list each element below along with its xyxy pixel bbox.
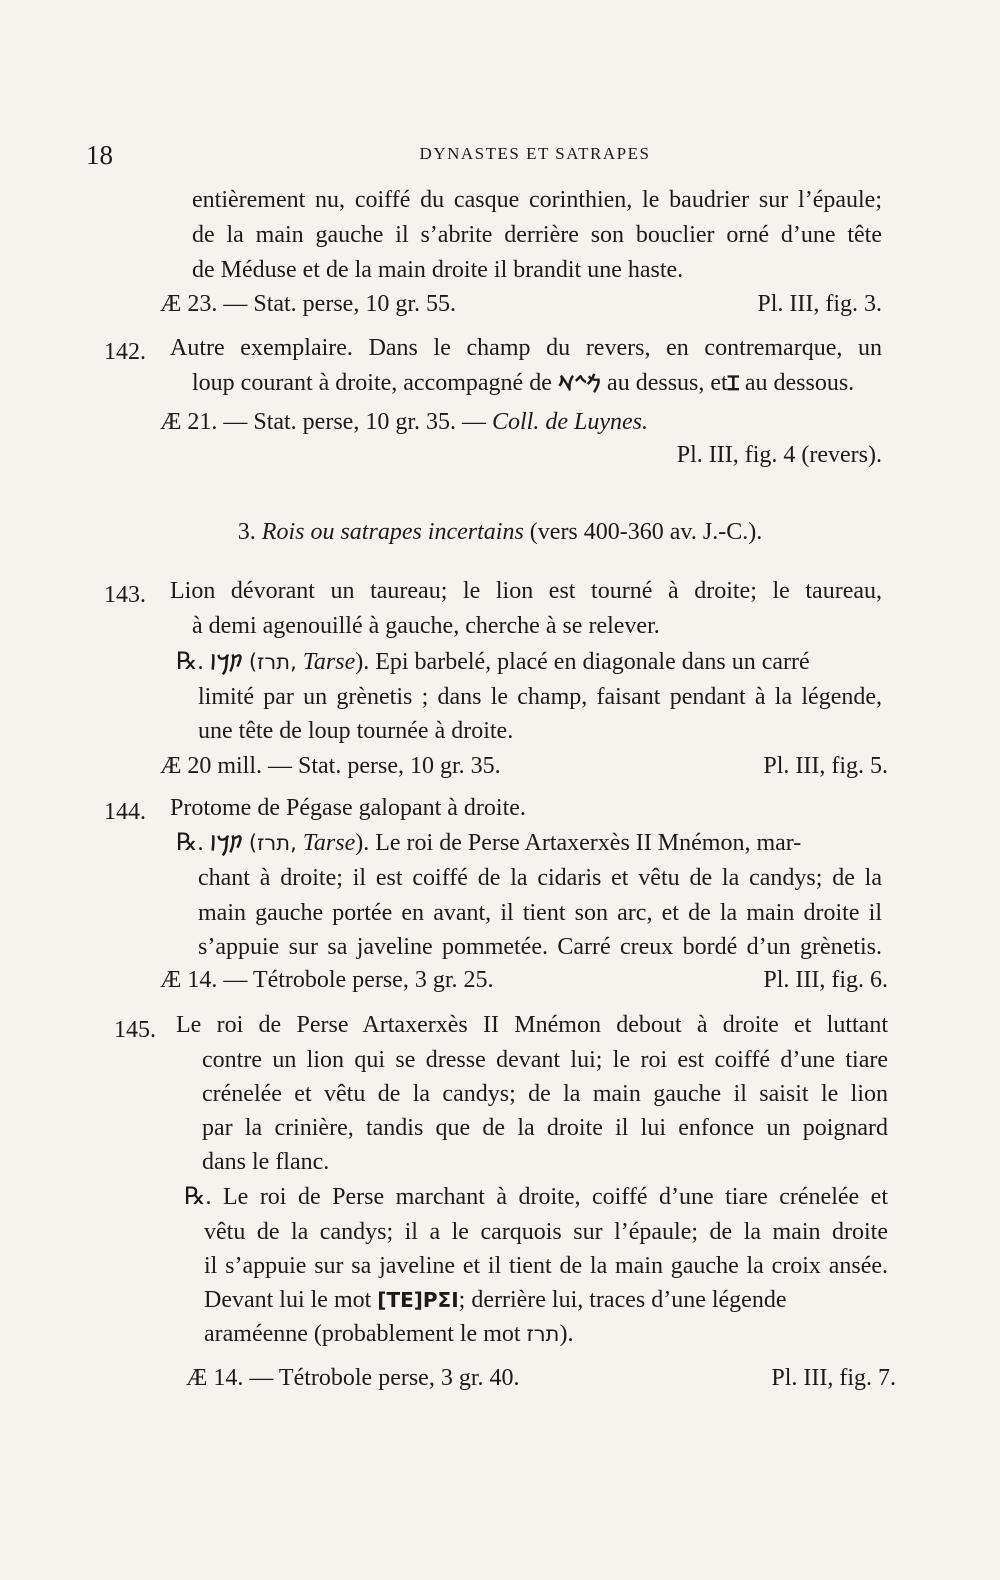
reverse-mark: ℞. <box>176 830 204 856</box>
entry-145-reverse-line-5: araméenne (probablement le mot תרז). <box>204 1321 574 1347</box>
entry-145-line-5: dans le flanc. <box>202 1149 330 1175</box>
entry-143-line-5: une tête de loup tournée à droite. <box>198 718 514 744</box>
entry-144-line-4: main gauche portée en avant, il tient son arc, et de la main droite il <box>198 900 882 926</box>
entry-145-plate-ref: Pl. III, fig. 7. <box>771 1365 896 1391</box>
entry-144-number: 144. <box>104 799 146 825</box>
countermark-glyph: Ɪ <box>727 371 739 395</box>
entry-144-metadata: Æ 14. — Tétrobole perse, 3 gr. 25. <box>160 967 494 993</box>
entry-145-line-1: Le roi de Perse Artaxerxès II Mnémon debout à droite et luttant <box>176 1012 888 1038</box>
entry-145-line-3: crénelée et vêtu de la candys; de la main gauche il saisit le lion <box>202 1081 888 1107</box>
entry-145-metadata: Æ 14. — Tétrobole perse, 3 gr. 40. <box>186 1365 520 1391</box>
entry-144-line-3: chant à droite; il est coiffé de la cidaris et vêtu de la candys; de la <box>198 865 882 891</box>
entry-143-line-2: à demi agenouillé à gauche, cherche à se relever. <box>192 613 660 639</box>
entry-144-line-5: s’appuie sur sa javeline pommetée. Carré creux bordé d’un grènetis. <box>198 934 882 960</box>
entry-141-line-1: entièrement nu, coiffé du casque corinthien, le baudrier sur l’épaule; <box>192 187 882 213</box>
entry-141-metadata: Æ 23. — Stat. perse, 10 gr. 55. <box>160 291 456 317</box>
reverse-mark: ℞. <box>176 649 204 675</box>
entry-144-plate-ref: Pl. III, fig. 6. <box>763 967 888 993</box>
entry-143-plate-ref: Pl. III, fig. 5. <box>763 753 888 779</box>
entry-143-number: 143. <box>104 582 146 608</box>
entry-144-line-1: Protome de Pégase galopant à droite. <box>170 795 526 821</box>
entry-143-reverse-line-1: ℞. 𐡕𐡓𐡆 (תרז, Tarse). Epi barbelé, placé en diagonale dans un carré <box>176 649 810 675</box>
entry-141-line-2: de la main gauche il s’abrite derrière son bouclier orné d’une tête <box>192 222 882 248</box>
entry-142-line-1: Autre exemplaire. Dans le champ du revers, en contremarque, un <box>170 335 882 361</box>
entry-145-line-4: par la crinière, tandis que de la droite il lui enfonce un poignard <box>202 1115 888 1141</box>
greek-legend: [TE]PΣI <box>377 1288 459 1312</box>
page-number: 18 <box>86 140 113 170</box>
entry-145-reverse-line-3: il s’appuie sur sa javeline et il tient de la main gauche la croix ansée. <box>204 1253 888 1279</box>
entry-142-metadata: Æ 21. — Stat. perse, 10 gr. 35. — Coll. de Luynes. <box>160 409 648 435</box>
entry-145-reverse-line-2: vêtu de la candys; il a le carquois sur l’épaule; de la main droite <box>204 1219 888 1245</box>
entry-143-line-4: limité par un grènetis ; dans le champ, faisant pendant à la légende, <box>198 684 882 710</box>
entry-141-plate-ref: Pl. III, fig. 3. <box>757 291 882 317</box>
running-head: DYNASTES ET SATRAPES <box>419 144 651 163</box>
aramaic-legend-glyph: 𐡕𐡓𐡆 <box>209 650 243 674</box>
entry-145-reverse-line-4: Devant lui le mot [TE]PΣI; derrière lui, traces d’une légende <box>204 1287 787 1313</box>
entry-145-number: 145. <box>114 1017 156 1043</box>
entry-142-plate-ref: Pl. III, fig. 4 (revers). <box>676 442 882 468</box>
entry-144-reverse-line-1: ℞. 𐡕𐡓𐡆 (תרז, Tarse). Le roi de Perse Artaxerxès II Mnémon, mar- <box>176 830 802 856</box>
entry-145-line-2: contre un lion qui se dresse devant lui; le roi est coiffé d’une tiare <box>202 1047 888 1073</box>
entry-141-line-3: de Méduse et de la main droite il brandit une haste. <box>192 257 684 283</box>
entry-143-metadata: Æ 20 mill. — Stat. perse, 10 gr. 35. <box>160 753 501 779</box>
entry-142-number: 142. <box>104 339 146 365</box>
entry-143-line-1: Lion dévorant un taureau; le lion est tourné à droite; le taureau, <box>170 578 882 604</box>
entry-142-line-2: loup courant à droite, accompagné de 𐡌𐡉𐡀 au dessus, etꞮ au dessous. <box>192 370 855 396</box>
aramaic-legend-glyph: 𐡌𐡉𐡀 <box>557 371 602 395</box>
section-heading: 3. Rois ou satrapes incertains (vers 400-360 av. J.-C.). <box>237 519 763 545</box>
aramaic-legend-glyph: 𐡕𐡓𐡆 <box>209 831 243 855</box>
entry-145-reverse-line-1: ℞. Le roi de Perse marchant à droite, coiffé d’une tiare crénelée et <box>184 1184 888 1210</box>
